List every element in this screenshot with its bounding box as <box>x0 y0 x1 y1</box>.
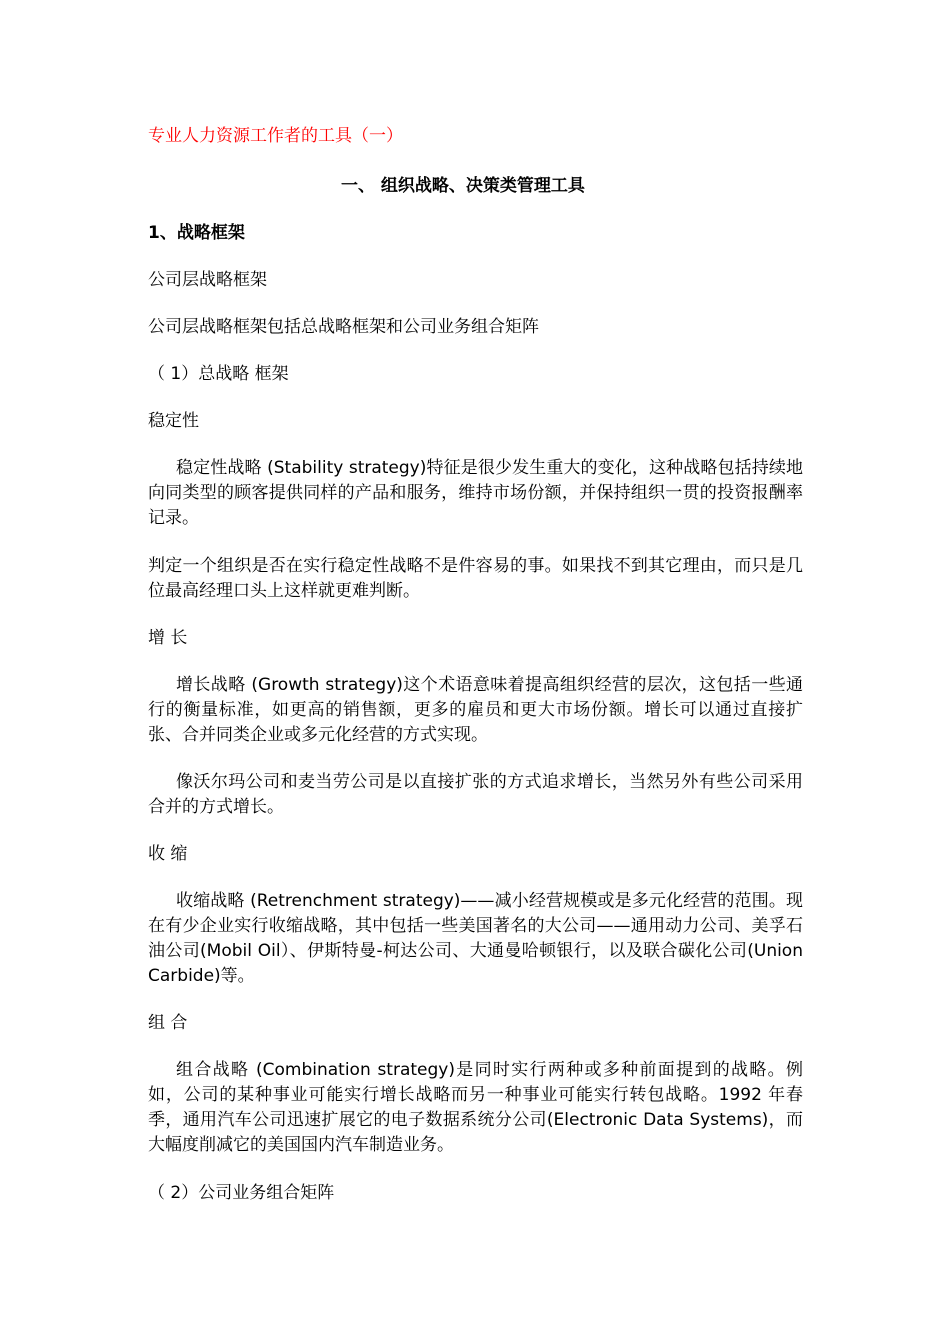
growth-heading: 增 长 <box>148 628 188 648</box>
item2-heading: （ 2）公司业务组合矩阵 <box>148 1183 335 1203</box>
corporate-intro: 公司层战略框架包括总战略框架和公司业务组合矩阵 <box>148 317 539 337</box>
growth-paragraph-1: 增长战略 (Growth strategy)这个术语意味着提高组织经营的层次，这包括一些通行的衡量标准，如更高的销售额，更多的雇员和更大市场份额。增长可以通过直接扩张、合并同类企业或多元化经营的方式实现。 <box>148 675 803 745</box>
document-page <box>148 0 803 1344</box>
corporate-heading: 公司层战略框架 <box>148 270 267 290</box>
stability-heading: 稳定性 <box>148 411 199 431</box>
subsection-heading: 1、战略框架 <box>148 223 245 243</box>
section-heading: 一、 组织战略、决策类管理工具 <box>341 176 585 196</box>
item1-heading: （ 1）总战略 框架 <box>148 364 289 384</box>
stability-paragraph-1: 稳定性战略 (Stability strategy)特征是很少发生重大的变化，这种战略包括持续地向同类型的顾客提供同样的产品和服务，维持市场份额，并保持组织一贯的投资报酬率记录。 <box>148 458 803 528</box>
retrenchment-heading: 收 缩 <box>148 844 188 864</box>
stability-paragraph-2: 判定一个组织是否在实行稳定性战略不是件容易的事。如果找不到其它理由，而只是几位最高经理口头上这样就更难判断。 <box>148 556 803 601</box>
combination-heading: 组 合 <box>148 1013 188 1033</box>
combination-paragraph: 组合战略 (Combination strategy)是同时实行两种或多种前面提到的战略。例如，公司的某种事业可能实行增长战略而另一种事业可能实行转包战略。1992 年春季，通用汽车公司迅速扩展它的电子数据系统分公司(Electronic Data Systems)，而大幅度削减它的美国国内汽车制造业务。 <box>148 1060 803 1155</box>
document-title: 专业人力资源工作者的工具（一） <box>148 126 403 146</box>
growth-paragraph-2: 像沃尔玛公司和麦当劳公司是以直接扩张的方式追求增长，当然另外有些公司采用合并的方式增长。 <box>148 772 803 817</box>
retrenchment-paragraph: 收缩战略 (Retrenchment strategy)——减小经营规模或是多元化经营的范围。现在有少企业实行收缩战略，其中包括一些美国著名的大公司——通用动力公司、美孚石油公司(Mobil Oil）、伊斯特曼-柯达公司、大通曼哈顿银行，以及联合碳化公司(Union Carbide)等。 <box>148 891 803 986</box>
